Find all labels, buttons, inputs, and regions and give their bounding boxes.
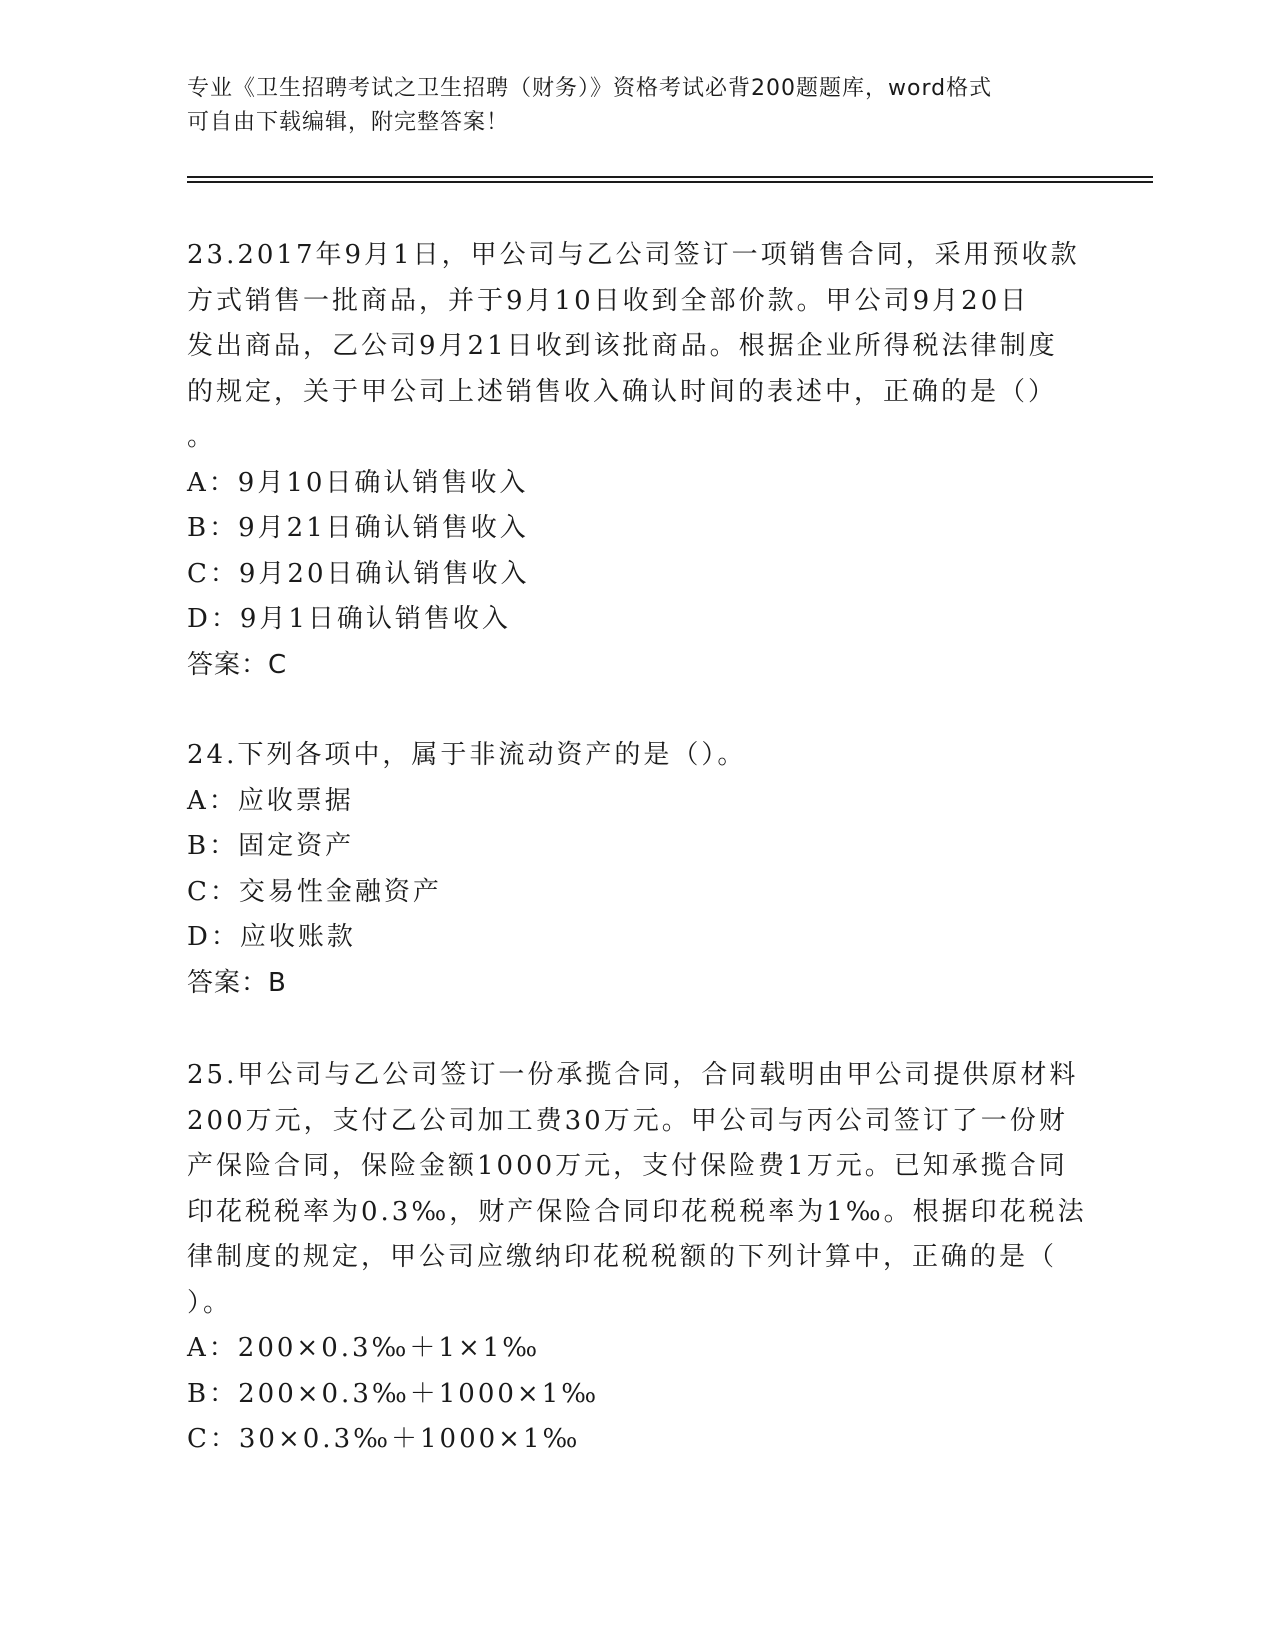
option-a: A：应收票据 [187,785,354,816]
question-text-line: 23.2017年9月1日，甲公司与乙公司签订一项销售合同，采用预收款 [187,240,1080,270]
answer-key: 答案：C [187,649,288,680]
header-title-line-2: 可自由下载编辑，附完整答案！ [187,110,510,135]
option-c: C：9月20日确认销售收入 [187,558,530,589]
question-text-line: 的规定，关于甲公司上述销售收入确认时间的表述中，正确的是（） [187,376,1058,407]
question-text-line: 200万元，支付乙公司加工费30万元。甲公司与丙公司签订了一份财 [187,1105,1068,1136]
question-text-line: 方式销售一批商品，并于9月10日收到全部价款。甲公司9月20日 [187,285,1030,316]
option-d: D：9月1日确认销售收入 [187,604,511,634]
question-text-line: 发出商品，乙公司9月21日收到该批商品。根据企业所得税法律制度 [187,331,1058,361]
option-d: D：应收账款 [187,922,356,952]
option-b: B：200×0.3‰＋1000×1‰ [187,1378,600,1409]
question-text-line: 。 [187,422,217,452]
header-divider-top [187,176,1153,178]
option-c: C：交易性金融资产 [187,876,442,907]
question-text-line: 律制度的规定，甲公司应缴纳印花税税额的下列计算中，正确的是（ [187,1242,1058,1272]
question-text-line: 印花税税率为0.3‰，财产保险合同印花税税率为1‰。根据印花税法 [187,1196,1087,1227]
option-b: B：9月21日确认销售收入 [187,513,529,543]
option-b: B：固定资产 [187,831,355,861]
option-a: A：200×0.3‰＋1×1‰ [187,1333,541,1363]
option-c: C：30×0.3‰＋1000×1‰ [187,1424,581,1454]
option-a: A：9月10日确认销售收入 [187,467,529,498]
header-title-line-1: 专业《卫生招聘考试之卫生招聘（财务）》资格考试必背200题题库，word格式 [187,76,993,101]
question-24 [187,733,1067,1006]
answer-key: 答案：B [187,967,287,998]
question-text-line: 25.甲公司与乙公司签订一份承揽合同，合同载明由甲公司提供原材料 [187,1060,1079,1090]
question-text-line: 产保险合同，保险金额1000万元，支付保险费1万元。已知承揽合同 [187,1151,1068,1181]
question-text-line: ）。 [187,1287,233,1318]
question-23 [187,233,1080,688]
header-divider-bottom [187,181,1153,183]
question-25 [187,1053,1087,1463]
document-header [187,72,1067,140]
question-text-line: 24.下列各项中，属于非流动资产的是（）。 [187,740,747,770]
